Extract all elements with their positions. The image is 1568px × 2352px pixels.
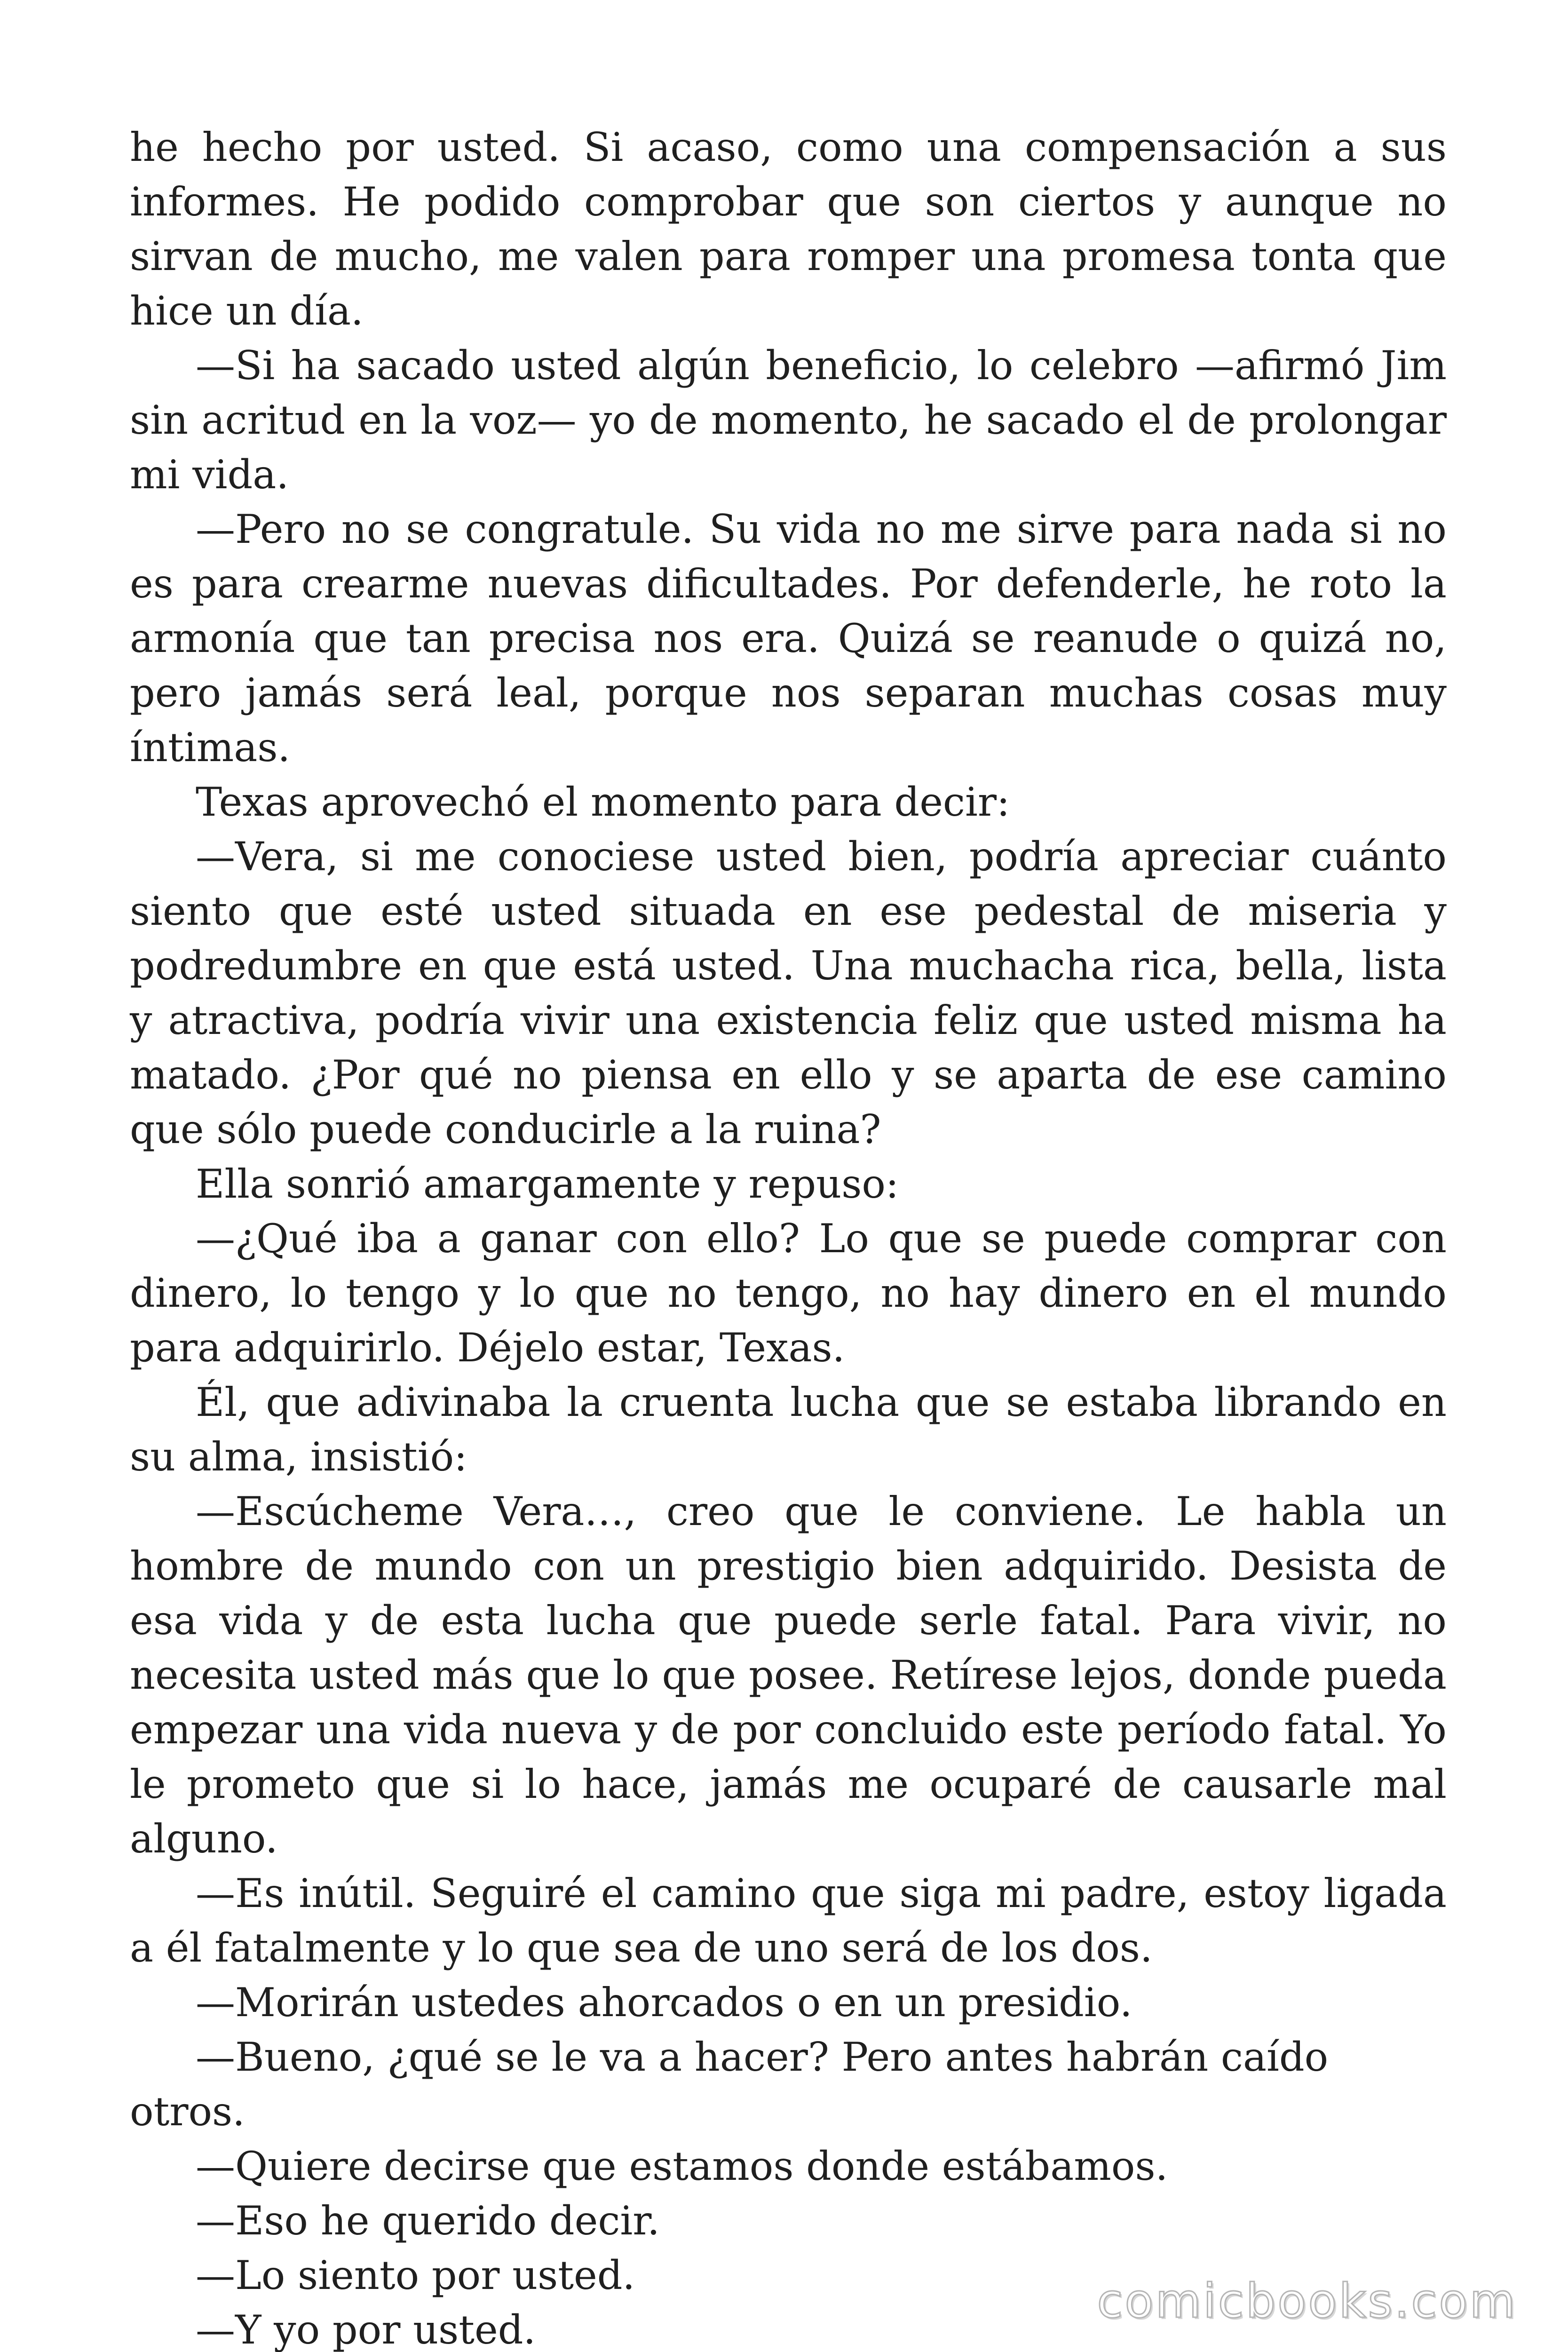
paragraph: —Y yo por usted. — [196, 2307, 536, 2352]
paragraph: —Lo siento por usted. — [196, 2252, 635, 2298]
paragraph: —Bueno, ¿qué se le va a hacer? Pero antes habrán caído otros. — [130, 2034, 1329, 2135]
paragraph: Texas aprovechó el momento para decir: — [196, 779, 1010, 825]
paragraph: Ella sonrió amargamente y repuso: — [196, 1161, 899, 1207]
paragraph: —Morirán ustedes ahorcados o en un presidio. — [196, 1979, 1132, 2026]
paragraph: —Pero no se congratule. Su vida no me sirve para nada si no es para crearme nuevas dificultades. Por defenderle, he roto la armonía que tan precisa nos era. Quizá se reanude o quizá no, pero jamás será leal, porque nos separan muchas cosas muy íntimas. — [130, 506, 1447, 771]
paragraph: he hecho por usted. Si acaso, como una compensación a sus informes. He podido comprobar que son ciertos y aunque no sirvan de mucho, me valen para romper una promesa tonta que hice un día. — [130, 124, 1447, 334]
paragraph: —Si ha sacado usted algún beneficio, lo celebro —afirmó Jim sin acritud en la voz— yo de momento, he sacado el de prolongar mi vida. — [130, 342, 1447, 498]
paragraph: —¿Qué iba a ganar con ello? Lo que se puede comprar con dinero, lo tengo y lo que no tengo, no hay dinero en el mundo para adquirirlo. Déjelo estar, Texas. — [130, 1216, 1447, 1371]
page-body-text — [130, 120, 1447, 2352]
paragraph: —Vera, si me conociese usted bien, podría apreciar cuánto siento que esté usted situada en ese pedestal de miseria y podredumbre en que está usted. Una muchacha rica, bella, lista y atractiva, podría vivir una existencia feliz que usted misma ha matado. ¿Por qué no piensa en ello y se aparta de ese camino que sólo puede conducirle a la ruina? — [130, 834, 1447, 1152]
paragraph: —Quiere decirse que estamos donde estábamos. — [196, 2143, 1168, 2189]
paragraph: —Es inútil. Seguiré el camino que siga mi padre, estoy ligada a él fatalmente y lo que sea de uno será de los dos. — [130, 1870, 1447, 1971]
paragraph: —Escúcheme Vera…, creo que le conviene. Le habla un hombre de mundo con un prestigio bien adquirido. Desista de esa vida y de esta lucha que puede serle fatal. Para vivir, no necesita usted más que lo que posee. Retírese lejos, donde pueda empezar una vida nueva y de por concluido este período fatal. Yo le prometo que si lo hace, jamás me ocuparé de causarle mal alguno. — [130, 1488, 1447, 1862]
paragraph: —Eso he querido decir. — [196, 2198, 660, 2244]
watermark: comicbooks.com — [1097, 2273, 1517, 2328]
paragraph: Él, que adivinaba la cruenta lucha que se estaba librando en su alma, insistió: — [130, 1379, 1447, 1480]
